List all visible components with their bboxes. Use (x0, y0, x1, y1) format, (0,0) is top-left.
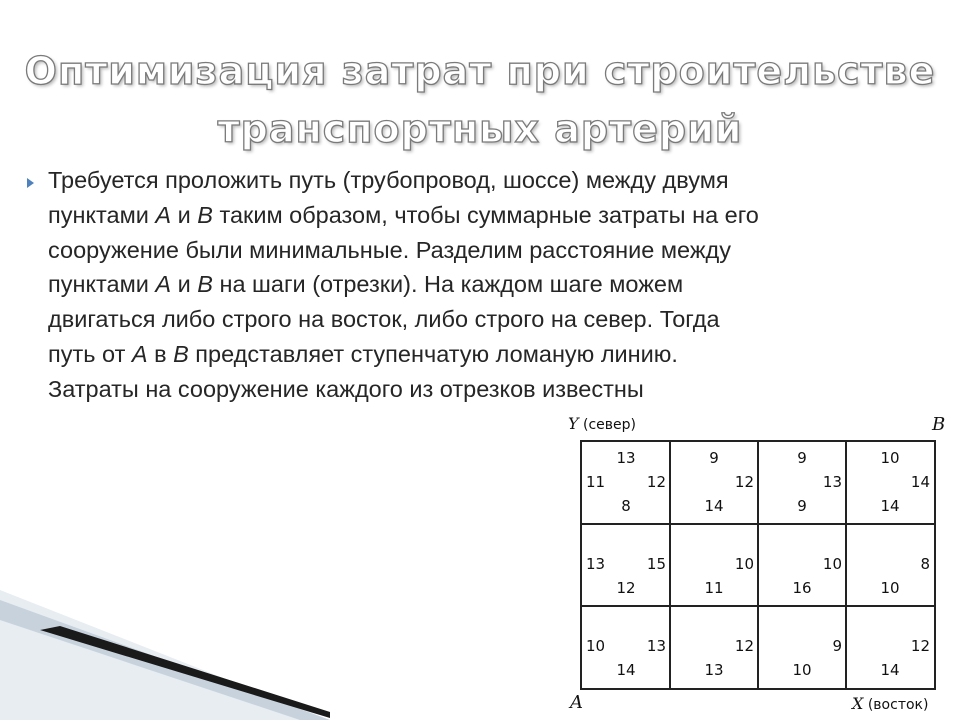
paragraph-line (48, 337, 938, 372)
grid-cell (582, 606, 670, 688)
cost-right: 14 (910, 473, 930, 491)
text-span: Затраты на сооружение каждого из отрезков известны (48, 375, 644, 402)
text-span: и (171, 271, 198, 298)
cost-right: 13 (822, 473, 842, 491)
cost-left: 11 (586, 473, 606, 491)
paragraph-line (48, 233, 938, 268)
bullet-arrow-icon (27, 178, 34, 188)
point-a-ref: A (155, 271, 172, 298)
cost-bottom: 8 (621, 497, 631, 515)
point-b-ref: B (197, 271, 213, 298)
y-axis-variable: Y (568, 414, 579, 433)
text-span: сооружение были минимальные. Разделим расстояние между (48, 236, 732, 263)
cost-bottom: 11 (704, 579, 724, 597)
cost-right: 9 (832, 637, 842, 655)
grid-cell (670, 442, 758, 524)
cost-bottom: 10 (792, 661, 812, 679)
paragraph-line (48, 163, 938, 198)
bullet-paragraph (48, 163, 938, 407)
cost-right: 15 (646, 555, 666, 573)
text-span: представляет ступенчатую ломаную линию. (188, 340, 678, 367)
cost-left: 13 (586, 555, 606, 573)
cost-bottom: 14 (880, 497, 900, 515)
cost-top: 10 (880, 449, 900, 467)
title-line-1: Оптимизация затрат при строительстве (24, 49, 936, 93)
cost-right: 12 (646, 473, 666, 491)
point-b-label: B (932, 414, 946, 435)
point-a-label: A (570, 692, 583, 713)
cost-top: 9 (709, 449, 719, 467)
cost-right: 12 (734, 473, 754, 491)
cost-left: 10 (586, 637, 606, 655)
cost-bottom: 10 (880, 579, 900, 597)
grid-cell (670, 606, 758, 688)
text-span: в (147, 340, 174, 367)
grid-cell (846, 524, 934, 606)
cost-bottom: 16 (792, 579, 812, 597)
cost-right: 12 (734, 637, 754, 655)
cost-bottom: 14 (704, 497, 724, 515)
cost-right: 10 (734, 555, 754, 573)
text-span: таким образом, чтобы суммарные затраты на его (212, 201, 759, 228)
cost-bottom: 9 (797, 497, 807, 515)
y-axis-word: (север) (578, 417, 636, 433)
text-span: и (171, 201, 198, 228)
paragraph-line (48, 198, 938, 233)
grid-cell (758, 442, 846, 524)
decorative-swoosh (0, 590, 330, 720)
point-b-ref: B (173, 340, 189, 367)
text-span: Требуется проложить путь (трубопровод, шоссе) между двумя (48, 167, 729, 193)
paragraph-line (48, 372, 938, 407)
grid-cell (582, 524, 670, 606)
x-axis-word: (восток) (863, 697, 929, 713)
cost-right: 12 (910, 637, 930, 655)
cost-top: 13 (616, 449, 636, 467)
text-span: двигаться либо строго на восток, либо строго на север. Тогда (48, 306, 720, 333)
grid-cell (846, 606, 934, 688)
slide-title (0, 42, 960, 158)
paragraph-line (48, 302, 938, 337)
cost-right: 8 (920, 555, 930, 573)
cost-bottom: 13 (704, 661, 724, 679)
grid-cell (582, 442, 670, 524)
cost-right: 10 (822, 555, 842, 573)
cost-grid-figure (560, 410, 960, 720)
text-span: пунктами (48, 271, 156, 298)
text-span: на шаги (отрезки). На каждом шаге можем (212, 271, 684, 298)
cost-grid (580, 440, 936, 690)
x-axis-variable: X (852, 694, 864, 713)
grid-cell (758, 524, 846, 606)
grid-cell (758, 606, 846, 688)
cost-bottom: 14 (880, 661, 900, 679)
x-axis-label (852, 694, 928, 713)
cost-bottom: 14 (616, 661, 636, 679)
grid-cell (846, 442, 934, 524)
cost-bottom: 12 (616, 579, 636, 597)
grid-cell (670, 524, 758, 606)
title-line-2: транспортных артерий (217, 107, 743, 151)
paragraph-line (48, 267, 938, 302)
point-b-ref: B (197, 201, 213, 228)
text-span: пунктами (48, 201, 156, 228)
text-span: путь от (48, 340, 132, 367)
point-a-ref: A (155, 201, 172, 228)
cost-right: 13 (646, 637, 666, 655)
point-a-ref: A (131, 340, 148, 367)
y-axis-label (568, 414, 636, 433)
cost-top: 9 (797, 449, 807, 467)
